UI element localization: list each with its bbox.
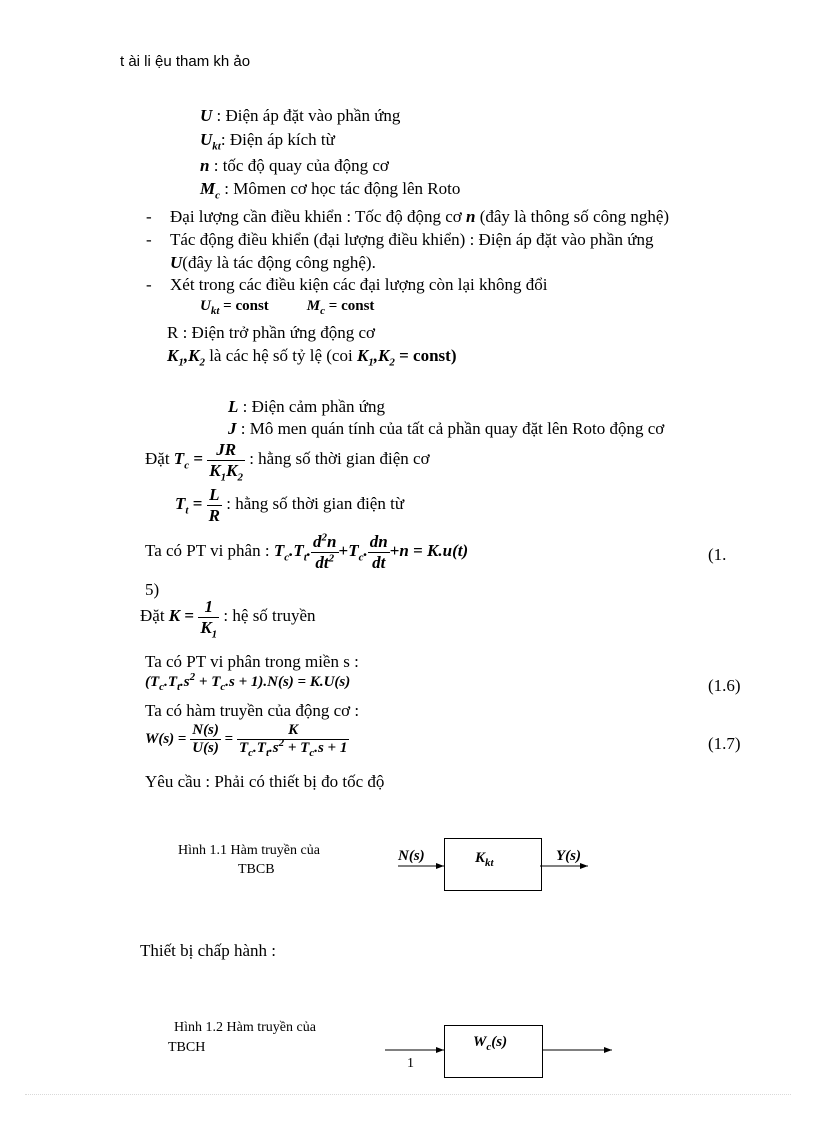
equation-1-6-intro: Ta có PT vi phân trong miền s : — [145, 652, 359, 671]
equation-1-6-label: (1.6) — [708, 676, 741, 695]
page-header: t ài li ệu tham kh ảo — [120, 53, 251, 70]
def-mc: $M_c$ : Mômen cơ học tác động lên Roto — [200, 179, 461, 202]
const-conditions: $U_{kt}$ = const $M_c$ = const — [200, 298, 375, 317]
figure-1-1-output-label: Y(s) — [556, 848, 581, 864]
bullet-marker: - — [146, 275, 152, 294]
figure-1-2-input-label: 1 — [407, 1056, 414, 1071]
tc-definition: Đặt $T_c$ = $\frac{JR}{K_1K_2}$ : hằng số thời gian điện cơ — [145, 440, 430, 483]
bullet-control-action: Tác động điều khiển (đại lượng điều khiển) : Điện áp đặt vào phần ứng — [170, 230, 654, 249]
bullet-control-action-cont: U(đây là tác động công nghệ). — [170, 253, 376, 272]
figure-1-2-caption-cont: TBCH — [168, 1040, 206, 1055]
figure-1-1-caption-cont: TBCB — [238, 862, 275, 877]
equation-1-5-label: (1. — [708, 545, 727, 564]
equation-1-7: W(s) = $\frac{N(s)}{U(s)}$ = $\frac{K}{T_c.T_t.s^2 + T_c.s + 1}$ — [145, 722, 348, 760]
bullet-marker: - — [146, 207, 152, 226]
equation-1-5-label-cont: 5) — [145, 580, 160, 599]
def-n: n : tốc độ quay của động cơ — [200, 156, 389, 175]
page-bottom-divider — [25, 1094, 791, 1095]
requirement-text: Yêu cầu : Phải có thiết bị đo tốc độ — [145, 772, 385, 791]
bullet-controlled-variable: Đại lượng cần điều khiển : Tốc độ động cơ n (đây là thông số công nghệ) — [170, 207, 670, 226]
def-k1k2: $K_1,K_2$ là các hệ số tỷ lệ (coi $K_1,K_2$ = const) — [167, 346, 457, 369]
figure-1-2-caption: Hình 1.2 Hàm truyền của — [174, 1020, 316, 1035]
tt-definition: $T_t$ = $\frac{L}{R}$ : hằng số thời gian điện từ — [175, 485, 405, 525]
equation-1-5: Ta có PT vi phân : $T_c.T_t$. $\frac{d^2n}{dt^2}$ $+T_c$. $\frac{dn}{dt}$ +n = K.u(t) — [145, 531, 469, 572]
actuator-heading: Thiết bị chấp hành : — [140, 941, 276, 960]
figure-1-1-caption: Hình 1.1 Hàm truyền của — [178, 843, 320, 858]
def-l: L : Điện cảm phần ứng — [228, 397, 385, 416]
equation-1-7-intro: Ta có hàm truyền của động cơ : — [145, 701, 360, 720]
equation-1-6: $(T_c.T_t.s^2 + T_c.s + 1).N(s) = K.U(s)$ — [145, 671, 351, 693]
bullet-conditions: Xét trong các điều kiện các đại lượng còn lại không đổi — [170, 275, 548, 294]
figure-1-1-input-label: N(s) — [398, 848, 425, 864]
k-definition: Đặt K = $\frac{1}{K_1}$ : hệ số truyền — [140, 597, 316, 640]
figure-1-2-block: $W_c(s)$ — [444, 1025, 543, 1078]
def-u: U : Điện áp đặt vào phần ứng — [200, 106, 401, 125]
bullet-marker: - — [146, 230, 152, 249]
def-r: R : Điện trở phần ứng động cơ — [167, 323, 376, 342]
def-ukt: $U_{kt}$: Điện áp kích từ — [200, 130, 335, 153]
def-j: J : Mô men quán tính của tất cả phần quay đặt lên Roto động cơ — [228, 419, 665, 438]
figure-1-1-block: $K_{kt}$ — [444, 838, 542, 891]
equation-1-7-label: (1.7) — [708, 734, 741, 753]
